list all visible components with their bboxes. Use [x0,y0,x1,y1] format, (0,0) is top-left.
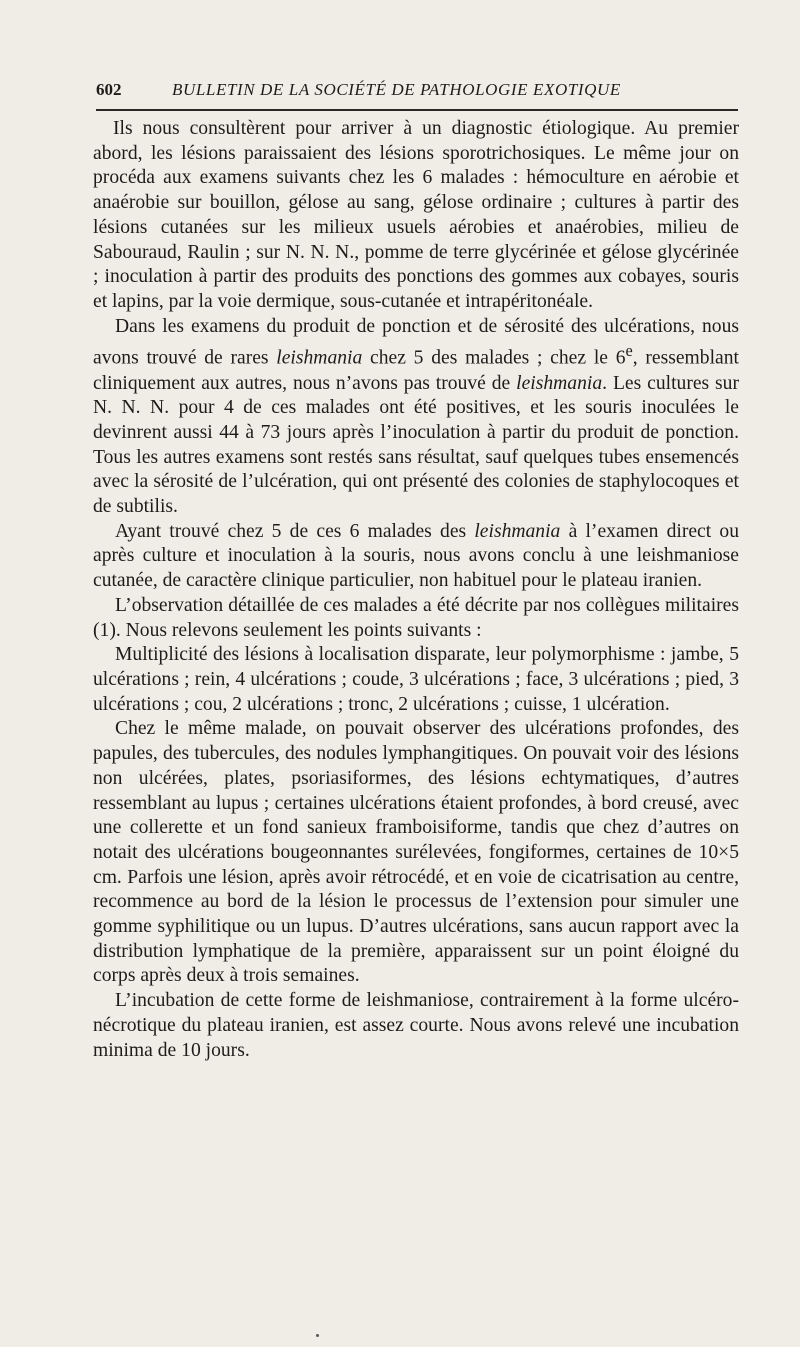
taxon-leishmania: leishmania [276,347,363,369]
running-head: BULLETIN DE LA SOCIÉTÉ DE PATHOLOGIE EXOTIQUE [172,80,621,99]
paragraph-2-text-a: Dans les examens du produit de ponction et de sérosité des ulcérations, nous avons trouvé de rares [93,315,739,369]
paragraph-2-text-d: . Les cultures sur N. N. N. pour 4 de ces malades ont été positives, et les souris inoculées le devinrent aussi 44 à 73 jours après l’inoculation à partir du produit de ponction. Tous les autres examens sont restés sans résultat, sauf quelques tubes ensemencés avec la sérosité de l’ulcération, qui ont présenté des colonies de staphylocoques et de subtilis. [93,372,740,518]
paragraph-3-text-a: Ayant trouvé chez 5 de ces 6 malades des [115,520,475,542]
paragraph-5: Multiplicité des lésions à localisation disparate, leur polymorphisme : jambe, 5 ulcérations ; rein, 4 ulcérations ; coude, 3 ulcérations ; face, 3 ulcérations ; pied, 3 ulcérations ; cou, 2 ulcérations ; tronc, 2 ulcérations ; cuisse, 1 ulcération. [93,644,739,715]
paragraph-1: Ils nous consultèrent pour arriver à un diagnostic étiologique. Au premier abord, les lésions paraissaient des lésions sporotrichosiques. Le même jour on procéda aux examens suivants chez les 6 malades : hémoculture en aérobie et anaérobie sur bouillon, gélose au sang, gélose ordinaire ; cultures à partir des lésions cutanées sur les milieux usuels aérobies et anaérobies, milieu de Sabouraud, Raulin ; sur N. N. N., pomme de terre glycérinée et gélose glycérinée ; inoculation à partir des produits des ponctions des gommes aux cobayes, souris et lapins, par la voie dermique, sous-cutanée et intrapéritonéale. [93,118,739,312]
paragraph-6: Chez le même malade, on pouvait observer des ulcérations profondes, des papules, des tubercules, des nodules lymphangitiques. On pouvait voir des lésions non ulcérées, plates, psoriasiformes, des lésions echtymatiques, d’autres ressemblant au lupus ; certaines ulcérations étaient profondes, à bord creusé, avec une collerette et un fond sanieux framboisiforme, tandis que chez d’autres on notait des ulcérations bougeonnantes surélevées, fongiformes, certaines de 10×5 cm. Parfois une lésion, après avoir rétrocédé, et en voie de cicatrisation au centre, recommence au bord de la lésion le processus de l’extension pour simuler une gomme syphilitique ou un lupus. D’autres ulcérations, sans aucun rapport avec la distribution lymphatique de la première, apparaissent sur un point éloigné du corps après deux à trois semaines. [93,718,739,987]
page-header [96,76,736,106]
paragraph-7: L’incubation de cette forme de leishmaniose, contrairement à la forme ulcéro-nécrotique du plateau iranien, est assez courte. Nous avons relevé une incubation minima de 10 jours. [93,990,739,1061]
paragraph-3-text-b: à l’examen direct ou après culture et inoculation à la souris, nous avons conclu à une leishmaniose cutanée, de caractère clinique particulier, non habituel pour le plateau iranien. [93,520,739,592]
paragraph-2-text-c: , ressemblant cliniquement aux autres, nous n’avons pas trouvé de [93,347,739,394]
page-number: 602 [96,80,122,99]
paragraph-2 [93,315,739,520]
taxon-leishmania: leishmania [516,372,603,394]
print-speck [316,1334,319,1337]
ordinal-superscript: e [625,341,633,361]
header-rule [96,109,738,111]
body-text [93,117,739,1063]
paragraph-3 [93,520,739,594]
paragraph-4: L’observation détaillée de ces malades a été décrite par nos collègues militaires (1). Nous relevons seulement les points suivants : [93,594,739,641]
paragraph-2-text-b: chez 5 des malades ; chez le 6 [362,347,626,369]
taxon-leishmania: leishmania [474,520,561,542]
